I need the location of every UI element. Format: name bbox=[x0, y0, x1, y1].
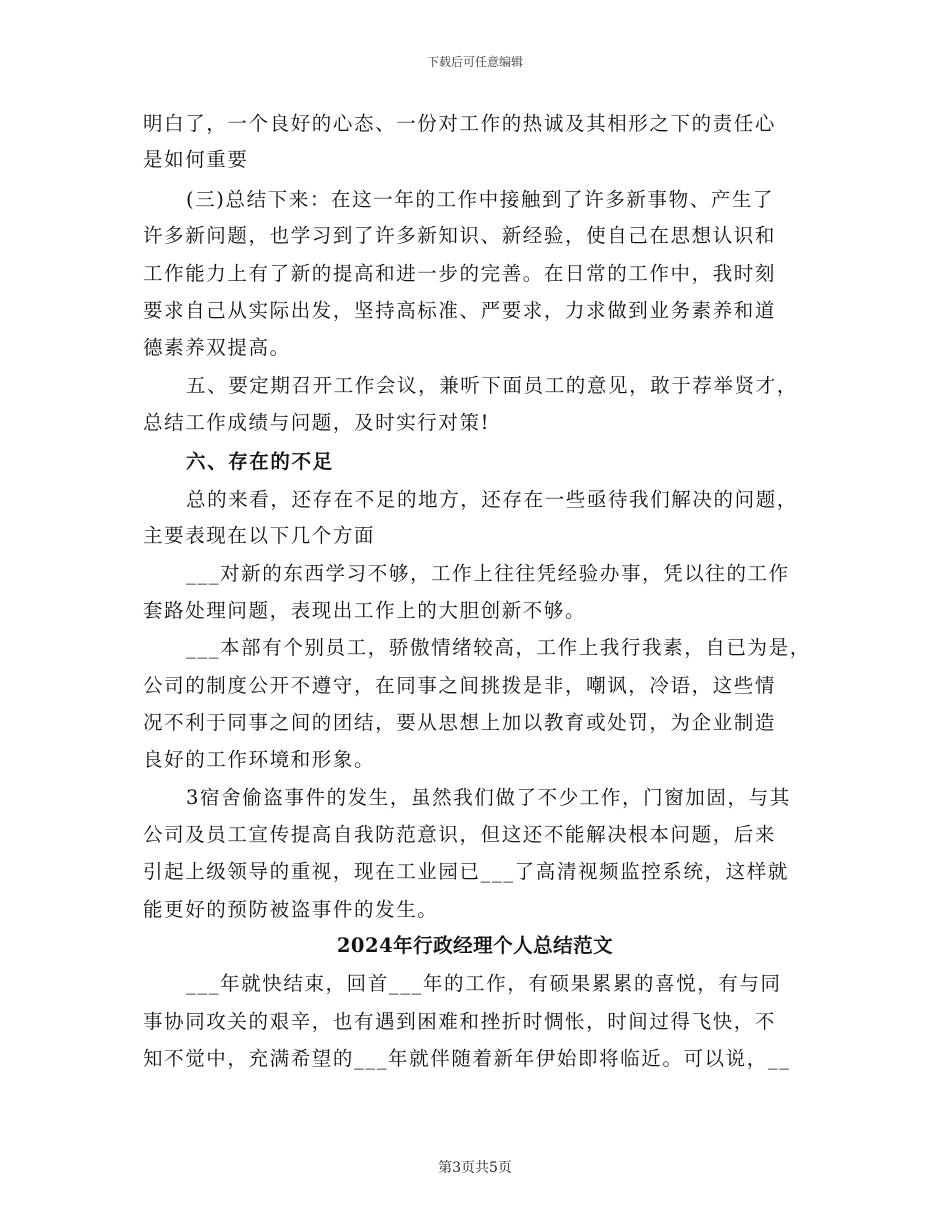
paragraph-line: 工作能力上有了新的提高和进一步的完善。在日常的工作中，我时刻 bbox=[143, 262, 777, 285]
section-heading: 六、存在的不足 bbox=[186, 450, 334, 473]
paragraph-line: 3宿舍偷盗事件的发生，虽然我们做了不少工作，门窗加固，与其 bbox=[186, 786, 791, 809]
page-header: 下载后可任意编辑 bbox=[426, 55, 523, 69]
paragraph-line: (三)总结下来：在这一年的工作中接触到了许多新事物、产生了 bbox=[186, 188, 775, 211]
paragraph-line: 公司的制度公开不遵守，在同事之间挑拨是非，嘲讽，冷语，这些情 bbox=[143, 674, 777, 697]
paragraph-line: 明白了，一个良好的心态、一份对工作的热诚及其相形之下的责任心 bbox=[143, 112, 777, 135]
paragraph-line: 公司及员工宣传提高自我防范意识，但这还不能解决根本问题，后来 bbox=[143, 823, 777, 846]
paragraph-line: ___年就快结束，回首___年的工作，有硕果累累的喜悦，有与同 bbox=[186, 972, 782, 995]
paragraph-line: 况不利于同事之间的团结，要从思想上加以教育或处罚，为企业制造 bbox=[143, 711, 777, 734]
paragraph-line: 五、要定期召开工作会议，兼听下面员工的意见，敢于荐举贤才， bbox=[186, 374, 798, 397]
paragraph-line: 主要表现在以下几个方面 bbox=[143, 524, 376, 547]
paragraph-line: 德素养双提高。 bbox=[143, 336, 291, 359]
document-title: 2024年行政经理个人总结范文 bbox=[336, 934, 614, 957]
paragraph-line: 要求自己从实际出发，坚持高标准、严要求，力求做到业务素养和道 bbox=[143, 299, 777, 322]
paragraph-line: ___对新的东西学习不够，工作上往往凭经验办事，凭以往的工作 bbox=[186, 562, 790, 585]
paragraph-line: 套路处理问题，表现出工作上的大胆创新不够。 bbox=[143, 599, 587, 622]
paragraph-line: 引起上级领导的重视，现在工业园已___了高清视频监控系统，这样就 bbox=[143, 860, 789, 883]
page-footer: 第3页共5页 bbox=[438, 1160, 512, 1176]
paragraph-line: 事协同攻关的艰辛，也有遇到困难和挫折时惆怅，时间过得飞快，不 bbox=[143, 1010, 777, 1033]
paragraph-line: 总结工作成绩与问题，及时实行对策! bbox=[143, 411, 491, 434]
paragraph-line: 许多新问题，也学习到了许多新知识、新经验，使自己在思想认识和 bbox=[143, 224, 777, 247]
paragraph-line: 能更好的预防被盗事件的发生。 bbox=[143, 898, 439, 921]
paragraph-line: 良好的工作环境和形象。 bbox=[143, 748, 376, 771]
paragraph-line: 知不觉中，充满希望的___年就伴随着新年伊始即将临近。可以说，__ bbox=[143, 1047, 791, 1070]
paragraph-line: 是如何重要 bbox=[143, 148, 249, 171]
paragraph-line: ___本部有个别员工，骄傲情绪较高，工作上我行我素，自已为是， bbox=[186, 636, 811, 659]
paragraph-line: 总的来看，还存在不足的地方，还存在一些亟待我们解决的问题， bbox=[186, 488, 798, 511]
